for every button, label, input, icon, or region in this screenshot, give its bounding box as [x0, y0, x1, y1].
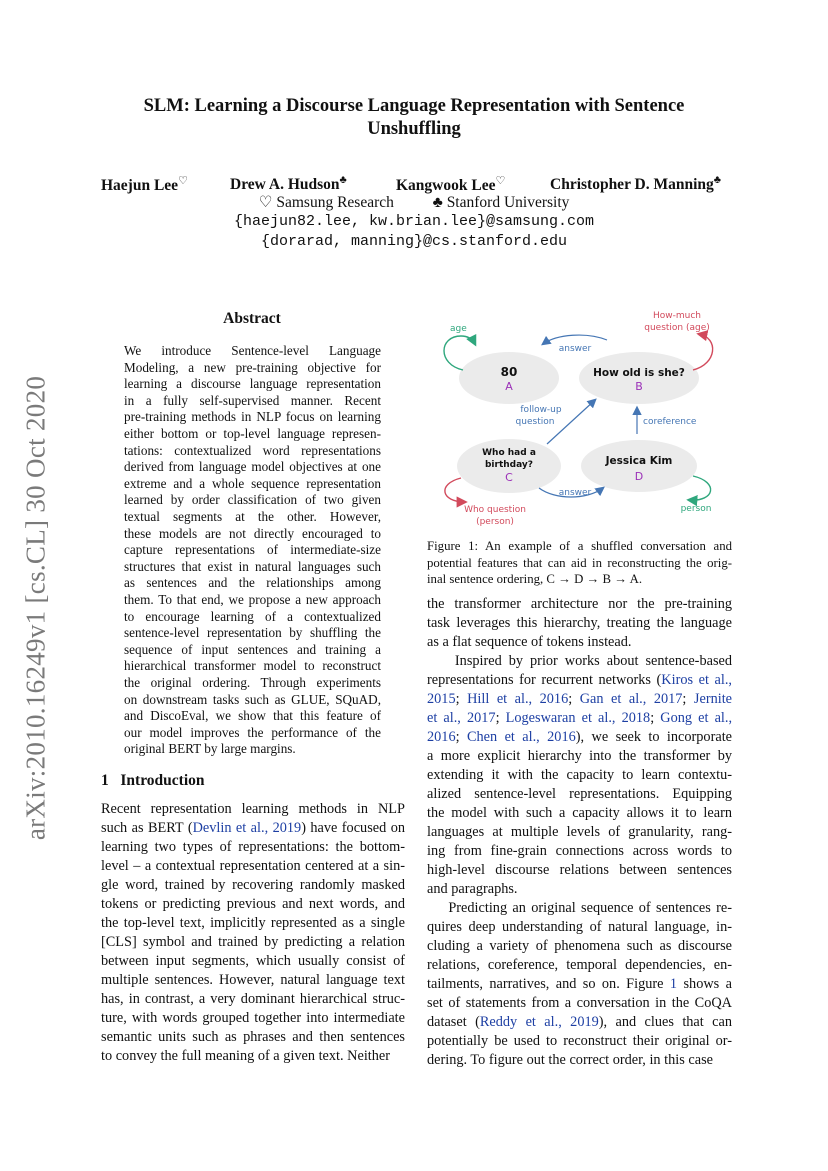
- text-line: [427, 918, 732, 937]
- abstract-line: pre-training methods in NLP focus on learning: [124, 409, 381, 425]
- text-line: [101, 971, 405, 990]
- text-line: [427, 1032, 732, 1051]
- figure-1-caption: [427, 538, 732, 588]
- citation-link[interactable]: Devlin et al., 2019: [192, 820, 302, 836]
- label-follow-up-2: question: [515, 417, 555, 427]
- answer-top-arrow: [543, 335, 607, 344]
- affiliations: ♡ Samsung Research ♣ Stanford University: [258, 194, 570, 211]
- citation-link[interactable]: Kiros et al.,: [661, 672, 733, 688]
- abstract-line: derived from language model objectives at one: [124, 459, 381, 475]
- text-line: [427, 785, 732, 804]
- text-segment: multiple sentences. However, natural language text: [101, 972, 405, 988]
- text-segment: ;: [650, 710, 661, 726]
- arxiv-id-text: arXiv:2010.16249v1 [cs.CL] 30 Oct 2020: [20, 375, 51, 841]
- node-a-value: 80: [500, 365, 518, 379]
- text-segment: representations for recurrent networks (: [427, 672, 662, 688]
- author-3-mark: ♡: [495, 175, 506, 187]
- text-segment: languages at multiple levels of granularity, rang-: [427, 824, 732, 840]
- text-segment: gle word, trained by recovering randomly masked: [101, 877, 405, 893]
- who-loop-arrow: [445, 478, 465, 502]
- text-segment: ;: [495, 710, 506, 726]
- text-segment: between input segments, which usually consist of: [101, 953, 405, 969]
- citation-link[interactable]: Reddy et al., 2019: [479, 1014, 599, 1030]
- abstract-line: tations: contextualized word representations: [124, 442, 381, 458]
- text-segment: high-level discourse relations between sentences: [427, 862, 732, 878]
- author-1-name: Haejun Lee: [101, 177, 179, 195]
- text-segment: to convey the full meaning of a given text. Neither: [101, 1048, 391, 1064]
- text-line: [101, 838, 405, 857]
- text-line: [427, 975, 732, 994]
- abstract-line: hierarchical transformer model to reconstruct: [124, 658, 381, 674]
- citation-link[interactable]: 2016: [427, 729, 456, 745]
- text-segment: ;: [455, 729, 467, 745]
- text-line: [101, 990, 405, 1009]
- abstract-line: on downstream tasks such as GLUE, SQuAD,: [124, 691, 381, 707]
- text-segment: [CLS] symbol and trained by predicting a relation: [101, 934, 405, 950]
- author-2-mark: ♣: [339, 174, 347, 186]
- abstract-line: sequence of input sentences and training a: [124, 641, 381, 657]
- text-segment: semantic units such as phrases and then sentences: [101, 1029, 405, 1045]
- arxiv-sidebar-identifier: [14, 366, 58, 850]
- text-segment: Predicting an original sequence of sentences re-: [427, 900, 732, 916]
- author-4-name: Christopher D. Manning: [550, 176, 714, 194]
- caption-line: inal sentence ordering, C → D → B → A.: [427, 572, 643, 586]
- text-line: [427, 899, 732, 918]
- text-segment: tailments, narratives, and so on. Figure: [427, 976, 670, 992]
- text-line: [427, 1013, 732, 1032]
- citation-link[interactable]: 2015: [427, 691, 456, 707]
- text-line: [427, 1051, 732, 1070]
- text-segment: and paragraphs.: [427, 881, 518, 897]
- author-4: [550, 174, 721, 194]
- label-who-question-1: Who question: [464, 505, 526, 515]
- text-segment: task leverages this hierarchy, treating the language: [427, 615, 732, 631]
- text-segment: extending it with the capacity to learn contextu-: [427, 767, 732, 783]
- abstract-line: structures that exist in natural languages such: [124, 558, 381, 574]
- text-line: [101, 876, 405, 895]
- text-line: [427, 709, 732, 728]
- abstract-line: either bottom or top-level language represen-: [124, 426, 381, 441]
- abstract-line: learning a discourse language representation: [124, 376, 381, 392]
- text-segment: level – a contextual representation centered at a sin-: [101, 858, 405, 874]
- node-a-letter: A: [505, 380, 513, 393]
- author-4-mark: ♣: [713, 174, 721, 186]
- label-who-question-2: (person): [476, 517, 514, 527]
- author-3-name: Kangwook Lee: [396, 177, 496, 195]
- citation-link[interactable]: Logeswaran et al., 2018: [505, 710, 651, 726]
- text-line: [427, 804, 732, 823]
- email-line-2[interactable]: {dorarad, manning}@cs.stanford.edu: [260, 233, 568, 250]
- text-segment: alized sentence-level representations. Equipping: [427, 786, 732, 802]
- abstract-line: in a fully self-supervised manner. Recent: [124, 392, 381, 408]
- caption-line: Figure 1: An example of a shuffled conversation and: [427, 539, 732, 553]
- node-c-line-1: Who had a: [482, 448, 536, 458]
- text-line: [427, 614, 732, 633]
- author-2-name: Drew A. Hudson: [230, 176, 340, 194]
- text-segment: tokens or predicting previous and next words, and: [101, 896, 405, 912]
- how-much-loop-arrow: [693, 334, 713, 370]
- abstract-line: these models are not directly encouraged to: [124, 525, 381, 541]
- text-segment: the transformer architecture nor the pre-training: [427, 596, 732, 612]
- abstract-line: textual segments at the other. However,: [124, 509, 381, 524]
- abstract-line: the original ordering. Through experiments: [124, 675, 381, 690]
- node-c-line-2: birthday?: [484, 460, 534, 470]
- author-1: [101, 174, 188, 195]
- label-answer-bottom: answer: [558, 488, 592, 498]
- title-line-2: Unshuffling: [367, 119, 461, 139]
- text-line: [101, 1009, 405, 1028]
- citation-link[interactable]: Gong et al.,: [660, 710, 733, 726]
- text-line: [101, 952, 405, 971]
- citation-link[interactable]: 1: [669, 976, 678, 992]
- introduction-heading: 1 Introduction: [101, 772, 205, 789]
- text-line: [427, 690, 732, 709]
- abstract-line: as sentences and the relationships among: [124, 575, 381, 591]
- text-line: [427, 671, 732, 690]
- text-segment: as a flat sequence of tokens instead.: [427, 634, 632, 650]
- abstract-line: original BERT by large margins.: [124, 741, 296, 757]
- label-how-much-1: How-much: [652, 311, 702, 321]
- text-segment: set of statements from a conversation in the CoQA: [427, 995, 732, 1011]
- text-segment: ture, with words grouped together into intermediate: [101, 1010, 405, 1026]
- citation-link[interactable]: Chen et al., 2016: [466, 729, 576, 745]
- caption-line: potential features that can aid in reconstructing the orig-: [427, 555, 732, 570]
- text-segment: the model with such a capacity allows it to learn: [427, 805, 732, 821]
- abstract-line: to encourage learning of a contextualized: [124, 608, 381, 624]
- author-3: [396, 174, 505, 195]
- text-segment: quires deep understanding of natural language, in-: [427, 919, 732, 935]
- text-segment: such as BERT (: [101, 820, 193, 836]
- node-d-letter: D: [634, 470, 644, 483]
- text-segment: ), we seek to incorporate: [575, 729, 733, 745]
- text-line: [101, 1047, 405, 1066]
- paper-title: [90, 95, 738, 141]
- abstract-heading: Abstract: [223, 310, 281, 327]
- text-line: [427, 728, 732, 747]
- text-line: [427, 994, 732, 1013]
- text-segment: dering. To figure out the correct order, in this case: [427, 1052, 713, 1068]
- text-segment: dataset (: [427, 1014, 480, 1030]
- node-d-value: Jessica Kim: [605, 455, 673, 467]
- text-segment: Inspired by prior works about sentence-based: [427, 653, 732, 669]
- text-line: [427, 861, 732, 880]
- author-1-mark: ♡: [178, 175, 188, 187]
- text-segment: learning two types of representations: the bottom-: [101, 839, 405, 855]
- text-segment: potentially be used to reconstruct their original or-: [427, 1033, 732, 1049]
- text-line: [101, 800, 405, 819]
- text-line: [101, 857, 405, 876]
- label-age: age: [450, 324, 467, 334]
- text-segment: ing from fine-grain connections across words to: [427, 843, 732, 859]
- text-line: [427, 747, 732, 766]
- text-segment: ;: [455, 691, 468, 707]
- author-2: [230, 174, 347, 194]
- text-line: [101, 933, 405, 952]
- label-coreference: coreference: [643, 417, 697, 427]
- text-segment: the top-level text, implicitly represented as a single: [101, 915, 405, 931]
- text-line: [427, 595, 732, 614]
- right-column-text: [427, 595, 732, 1070]
- text-line: [427, 937, 732, 956]
- text-segment: ) have focused on: [301, 820, 405, 836]
- citation-link[interactable]: Jernite: [693, 691, 733, 707]
- citation-link[interactable]: et al., 2017: [427, 710, 496, 726]
- text-line: [427, 842, 732, 861]
- abstract-line: learned by order classification of two given: [124, 492, 381, 508]
- citation-link[interactable]: Gan et al., 2017: [579, 691, 683, 707]
- abstract-line: capture representations of intermediate-size: [124, 542, 381, 558]
- figure-1-diagram: [427, 306, 737, 531]
- abstract-line: them. To that end, we propose a new approach: [124, 592, 381, 607]
- label-follow-up-1: follow-up: [520, 405, 562, 415]
- node-b-letter: B: [635, 380, 643, 393]
- text-segment: shows a: [677, 976, 732, 992]
- text-segment: relations, coreference, temporal dependencies, en-: [427, 957, 732, 973]
- email-line-1[interactable]: {haejun82.lee, kw.brian.lee}@samsung.com: [233, 213, 595, 230]
- person-loop-arrow: [689, 476, 711, 500]
- abstract-line: sentence-level representation by shuffling the: [124, 625, 381, 641]
- text-segment: has, in contrast, a very dominant hierarchical struc-: [101, 991, 405, 1007]
- abstract-line: We introduce Sentence-level Language: [124, 343, 381, 358]
- text-segment: ), and clues that can: [598, 1014, 732, 1030]
- text-segment: cluding a variety of phenomena such as discourse: [427, 938, 732, 954]
- title-line-1: SLM: Learning a Discourse Language Representation with Sentence: [143, 96, 685, 116]
- abstract-line: Modeling, a new pre-training objective for: [124, 359, 381, 375]
- text-line: [427, 823, 732, 842]
- label-answer-top: answer: [558, 344, 592, 354]
- text-line: [101, 895, 405, 914]
- citation-link[interactable]: Hill et al., 2016: [467, 691, 569, 707]
- text-line: [427, 766, 732, 785]
- abstract-line: extreme and a whole sequence representation: [124, 475, 381, 491]
- text-segment: a more explicit hierarchy into the transformer by: [427, 748, 732, 764]
- text-line: [101, 914, 405, 933]
- text-line: [427, 652, 732, 671]
- label-how-much-2: question (age): [644, 323, 710, 333]
- node-c-letter: C: [505, 471, 513, 484]
- abstract-line: and DiscoEval, we show that this feature of: [124, 708, 381, 724]
- label-person: person: [680, 504, 712, 514]
- text-line: [427, 880, 732, 899]
- text-line: [427, 633, 732, 652]
- text-line: [427, 956, 732, 975]
- text-line: [101, 1028, 405, 1047]
- abstract-line: our model improves the performance of the: [124, 724, 381, 740]
- introduction-text: [101, 800, 405, 1066]
- node-b-value: How old is she?: [593, 367, 685, 379]
- text-segment: ;: [682, 691, 694, 707]
- text-line: [101, 819, 405, 838]
- text-segment: Recent representation learning methods in NLP: [101, 801, 405, 817]
- text-segment: ;: [568, 691, 580, 707]
